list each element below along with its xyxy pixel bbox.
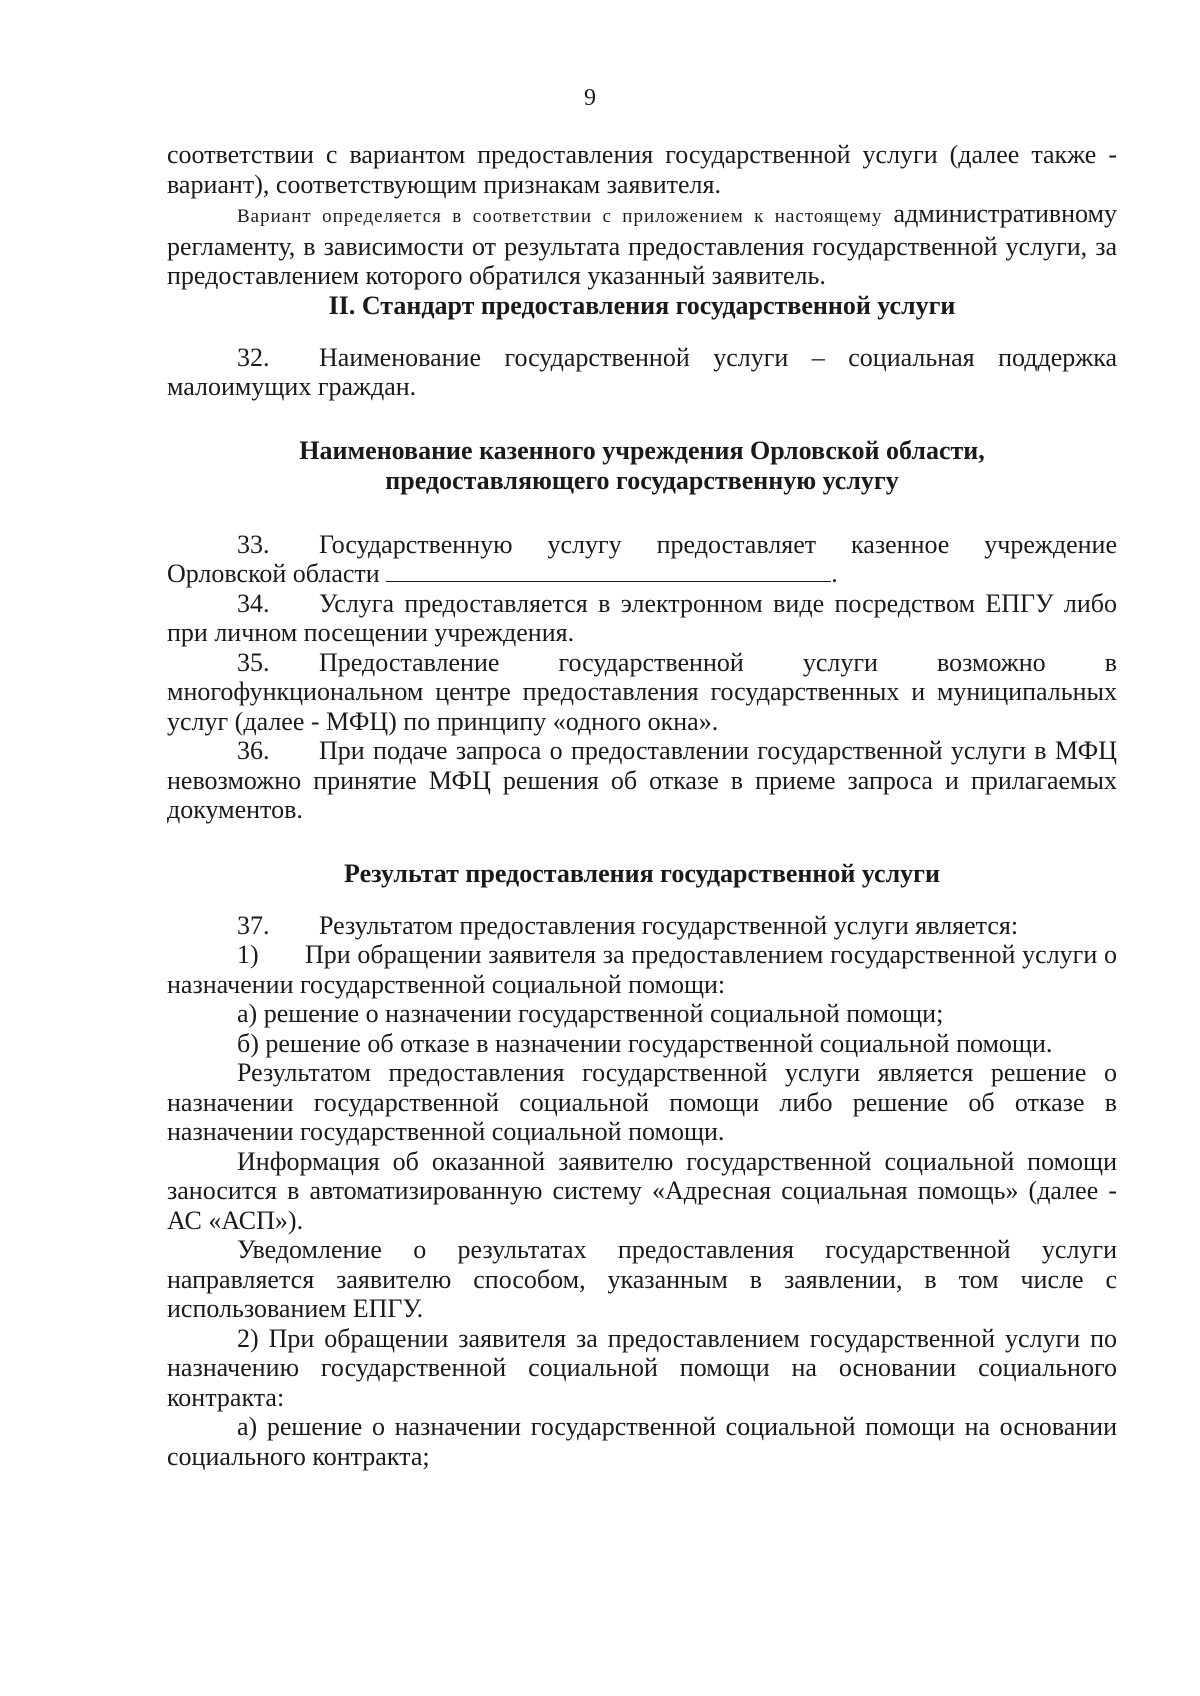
paragraph-number: 33. xyxy=(237,529,270,559)
title-line-1: Наименование казенного учреждения Орловской области, xyxy=(299,435,985,465)
section-institution-title xyxy=(167,436,1117,496)
item-1-b: б) решение об отказе в назначении государственной социальной помощи. xyxy=(237,1028,1053,1058)
item-2: 2) При обращении заявителя за предоставлением государственной услуги по назначению государственной социальной помощи на основании социального контракта: xyxy=(167,1323,1117,1412)
paragraph-number: 34. xyxy=(237,588,270,618)
variant-paragraph xyxy=(167,199,1117,291)
section-2-title: II. Стандарт предоставления государственной услуги xyxy=(328,290,956,320)
title-line-2: предоставляющего государственную услугу xyxy=(385,465,899,495)
paragraph-number: 37. xyxy=(237,910,270,940)
info-paragraph: Информация об оказанной заявителю государственной социальной помощи заносится в автоматизированную систему «Адресная социальная помощь» (далее - АС «АСП»). xyxy=(167,1146,1117,1235)
paragraph-35 xyxy=(167,648,1117,737)
document-body xyxy=(167,140,1117,1471)
paragraph-text: Результатом предоставления государственной услуги является: xyxy=(319,910,1019,940)
paragraph-number: 32. xyxy=(237,342,270,372)
paragraph-34 xyxy=(167,589,1117,648)
paragraph-32 xyxy=(167,343,1117,402)
notification-paragraph: Уведомление о результатах предоставления государственной услуги направляется заявителю способом, указанным в заявлении, в том числе с использованием ЕПГУ. xyxy=(167,1235,1117,1323)
item-number: 1) xyxy=(237,940,259,969)
item-1 xyxy=(167,940,1117,999)
paragraph-number: 36. xyxy=(237,736,270,765)
paragraph-text: Услуга предоставляется в электронном виде посредством ЕПГУ либо при личном посещении учреждения. xyxy=(167,588,1117,647)
variant-first-line: Вариант определяется в соответствии с приложением к настоящему xyxy=(237,206,883,227)
paragraph-37 xyxy=(167,911,1117,941)
paragraph-number: 35. xyxy=(237,647,270,677)
item-2-a: а) решение о назначении государственной социальной помощи на основании социального контракта; xyxy=(167,1412,1117,1471)
intro-paragraph: соответствии с вариантом предоставления государственной услуги (далее также - вариант), соответствующим признакам заявителя. xyxy=(167,140,1117,199)
paragraph-36 xyxy=(167,736,1117,825)
period: . xyxy=(831,559,838,588)
paragraph-text: Наименование государственной услуги – социальная поддержка малоимущих граждан. xyxy=(167,342,1117,401)
paragraph-text: При подаче запроса о предоставлении государственной услуги в МФЦ невозможно принятие МФЦ решения об отказе в приеме запроса и прилагаемых документов. xyxy=(167,736,1117,824)
institution-blank-field xyxy=(386,559,831,582)
paragraph-33 xyxy=(167,530,1117,589)
result-paragraph: Результатом предоставления государственной услуги является решение о назначении государственной социальной помощи либо решение об отказе в назначении государственной социальной помощи. xyxy=(167,1058,1117,1146)
item-1-a: а) решение о назначении государственной социальной помощи; xyxy=(237,999,944,1028)
section-result-title: Результат предоставления государственной услуги xyxy=(344,858,940,888)
paragraph-text: Предоставление государственной услуги возможно в многофункциональном центре предоставления государственных и муниципальных услуг (далее - МФЦ) по принципу «одного окна». xyxy=(167,647,1117,736)
variant-rest: административному регламенту, в зависимости от результата предоставления государственной услуги, за предоставлением которого обратился указанный заявитель. xyxy=(167,199,1118,290)
paragraph-text: Государственную услугу предоставляет казенное учреждение Орловской области xyxy=(167,529,1117,588)
item-text: При обращении заявителя за предоставлением государственной услуги о назначении государственной социальной помощи: xyxy=(167,940,1117,999)
page-number: 9 xyxy=(584,85,596,111)
